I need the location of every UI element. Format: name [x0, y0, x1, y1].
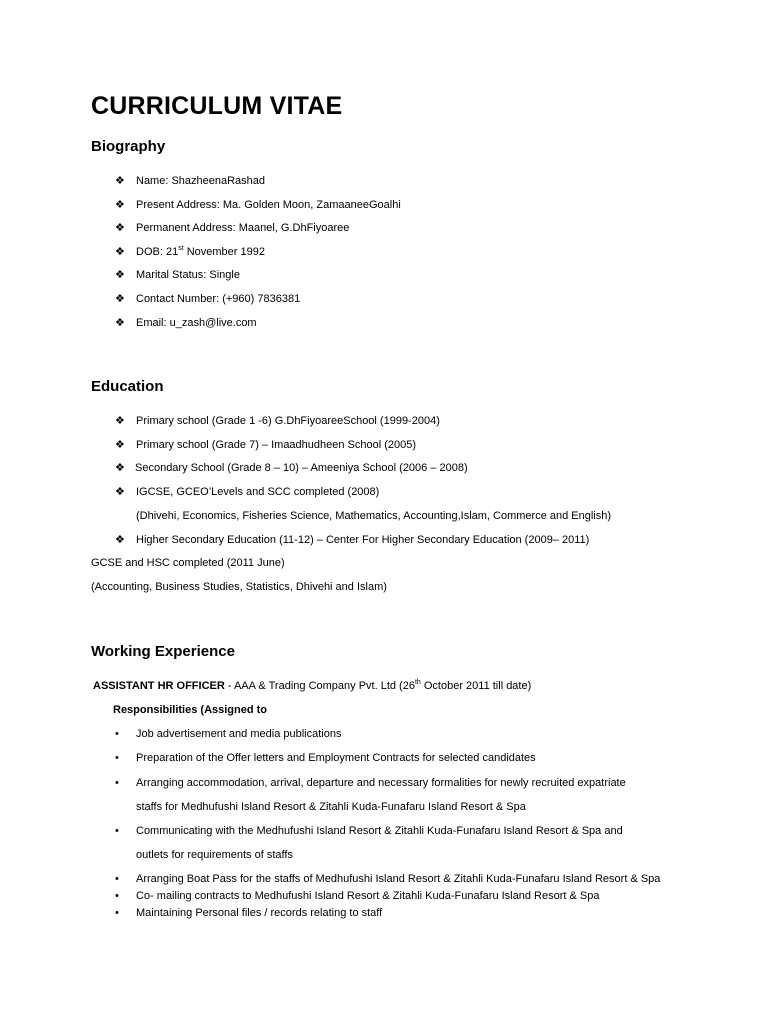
job-date-ordinal: th: [414, 679, 421, 686]
dob-day: DOB: 21: [136, 246, 179, 258]
diamond-bullet-icon: ❖: [115, 175, 125, 187]
job-role: ASSISTANT HR OFFICER: [93, 680, 225, 692]
work-heading: Working Experience: [91, 643, 235, 660]
diamond-bullet-icon: ❖: [115, 246, 125, 258]
bullet-icon: •: [115, 890, 119, 902]
responsibility-item: Communicating with the Medhufushi Island Resort & Zitahli Kuda-Funafaru Island Resort & Spa and: [136, 825, 623, 837]
job-title-line: [93, 679, 531, 693]
education-subjects: (Accounting, Business Studies, Statistics, Dhivehi and Islam): [91, 581, 387, 593]
diamond-bullet-icon: ❖: [115, 462, 125, 474]
job-company: - AAA & Trading Company Pvt. Ltd (26: [224, 680, 415, 692]
responsibility-item: Preparation of the Offer letters and Employment Contracts for selected candidates: [136, 752, 536, 764]
bio-marital-status: Marital Status: Single: [136, 269, 240, 281]
responsibility-item: Arranging accommodation, arrival, departure and necessary formalities for newly recruited expatriate: [136, 777, 626, 789]
diamond-bullet-icon: ❖: [115, 317, 125, 329]
bio-name: Name: ShazheenaRashad: [136, 175, 266, 187]
bullet-icon: •: [115, 907, 119, 919]
bullet-icon: •: [115, 728, 119, 740]
responsibility-item-continued: staffs for Medhufushi Island Resort & Zitahli Kuda-Funafaru Island Resort & Spa: [136, 801, 526, 813]
education-item: Higher Secondary Education (11-12) – Center For Higher Secondary Education (2009– 2011): [136, 534, 590, 546]
biography-heading: Biography: [91, 138, 166, 155]
education-heading: Education: [91, 378, 164, 395]
bio-dob: [136, 245, 265, 259]
dob-ordinal: st: [178, 245, 184, 252]
education-item: Primary school (Grade 1 -6) G.DhFiyoareeSchool (1999-2004): [136, 415, 440, 427]
diamond-bullet-icon: ❖: [115, 293, 125, 305]
bio-email: Email: u_zash@live.com: [136, 317, 257, 329]
diamond-bullet-icon: ❖: [115, 486, 125, 498]
diamond-bullet-icon: ❖: [115, 415, 125, 427]
responsibility-item: Arranging Boat Pass for the staffs of Medhufushi Island Resort & Zitahli Kuda-Funafaru Island Resort & Spa: [136, 873, 661, 885]
education-item: Secondary School (Grade 8 – 10) – Ameeniya School (2006 – 2008): [135, 462, 468, 474]
responsibility-item: Co- mailing contracts to Medhufushi Island Resort & Zitahli Kuda-Funafaru Island Resort & Spa: [136, 890, 600, 902]
diamond-bullet-icon: ❖: [115, 222, 125, 234]
diamond-bullet-icon: ❖: [115, 199, 125, 211]
bullet-icon: •: [115, 777, 119, 789]
responsibility-item: Maintaining Personal files / records relating to staff: [136, 907, 383, 919]
education-subjects: (Dhivehi, Economics, Fisheries Science, Mathematics, Accounting,Islam, Commerce and English): [136, 510, 612, 522]
responsibility-item-continued: outlets for requirements of staffs: [136, 849, 293, 861]
education-item: Primary school (Grade 7) – Imaadhudheen School (2005): [136, 439, 417, 451]
bio-contact: Contact Number: (+960) 7836381: [136, 293, 301, 305]
bio-permanent-address: Permanent Address: Maanel, G.DhFiyoaree: [136, 222, 350, 234]
bullet-icon: •: [115, 752, 119, 764]
dob-month-year: November 1992: [183, 246, 265, 258]
responsibility-item: Job advertisement and media publications: [136, 728, 342, 740]
education-item: IGCSE, GCEO’Levels and SCC completed (2008): [136, 486, 380, 498]
job-date: October 2011 till date): [420, 680, 532, 692]
responsibilities-label: Responsibilities (Assigned to: [113, 704, 268, 716]
diamond-bullet-icon: ❖: [115, 269, 125, 281]
education-item: GCSE and HSC completed (2011 June): [91, 557, 285, 569]
bullet-icon: •: [115, 825, 119, 837]
diamond-bullet-icon: ❖: [115, 534, 125, 546]
page-title: CURRICULUM VITAE: [91, 92, 343, 120]
bio-present-address: Present Address: Ma. Golden Moon, ZamaaneeGoalhi: [136, 199, 401, 211]
diamond-bullet-icon: ❖: [115, 439, 125, 451]
bullet-icon: •: [115, 873, 119, 885]
